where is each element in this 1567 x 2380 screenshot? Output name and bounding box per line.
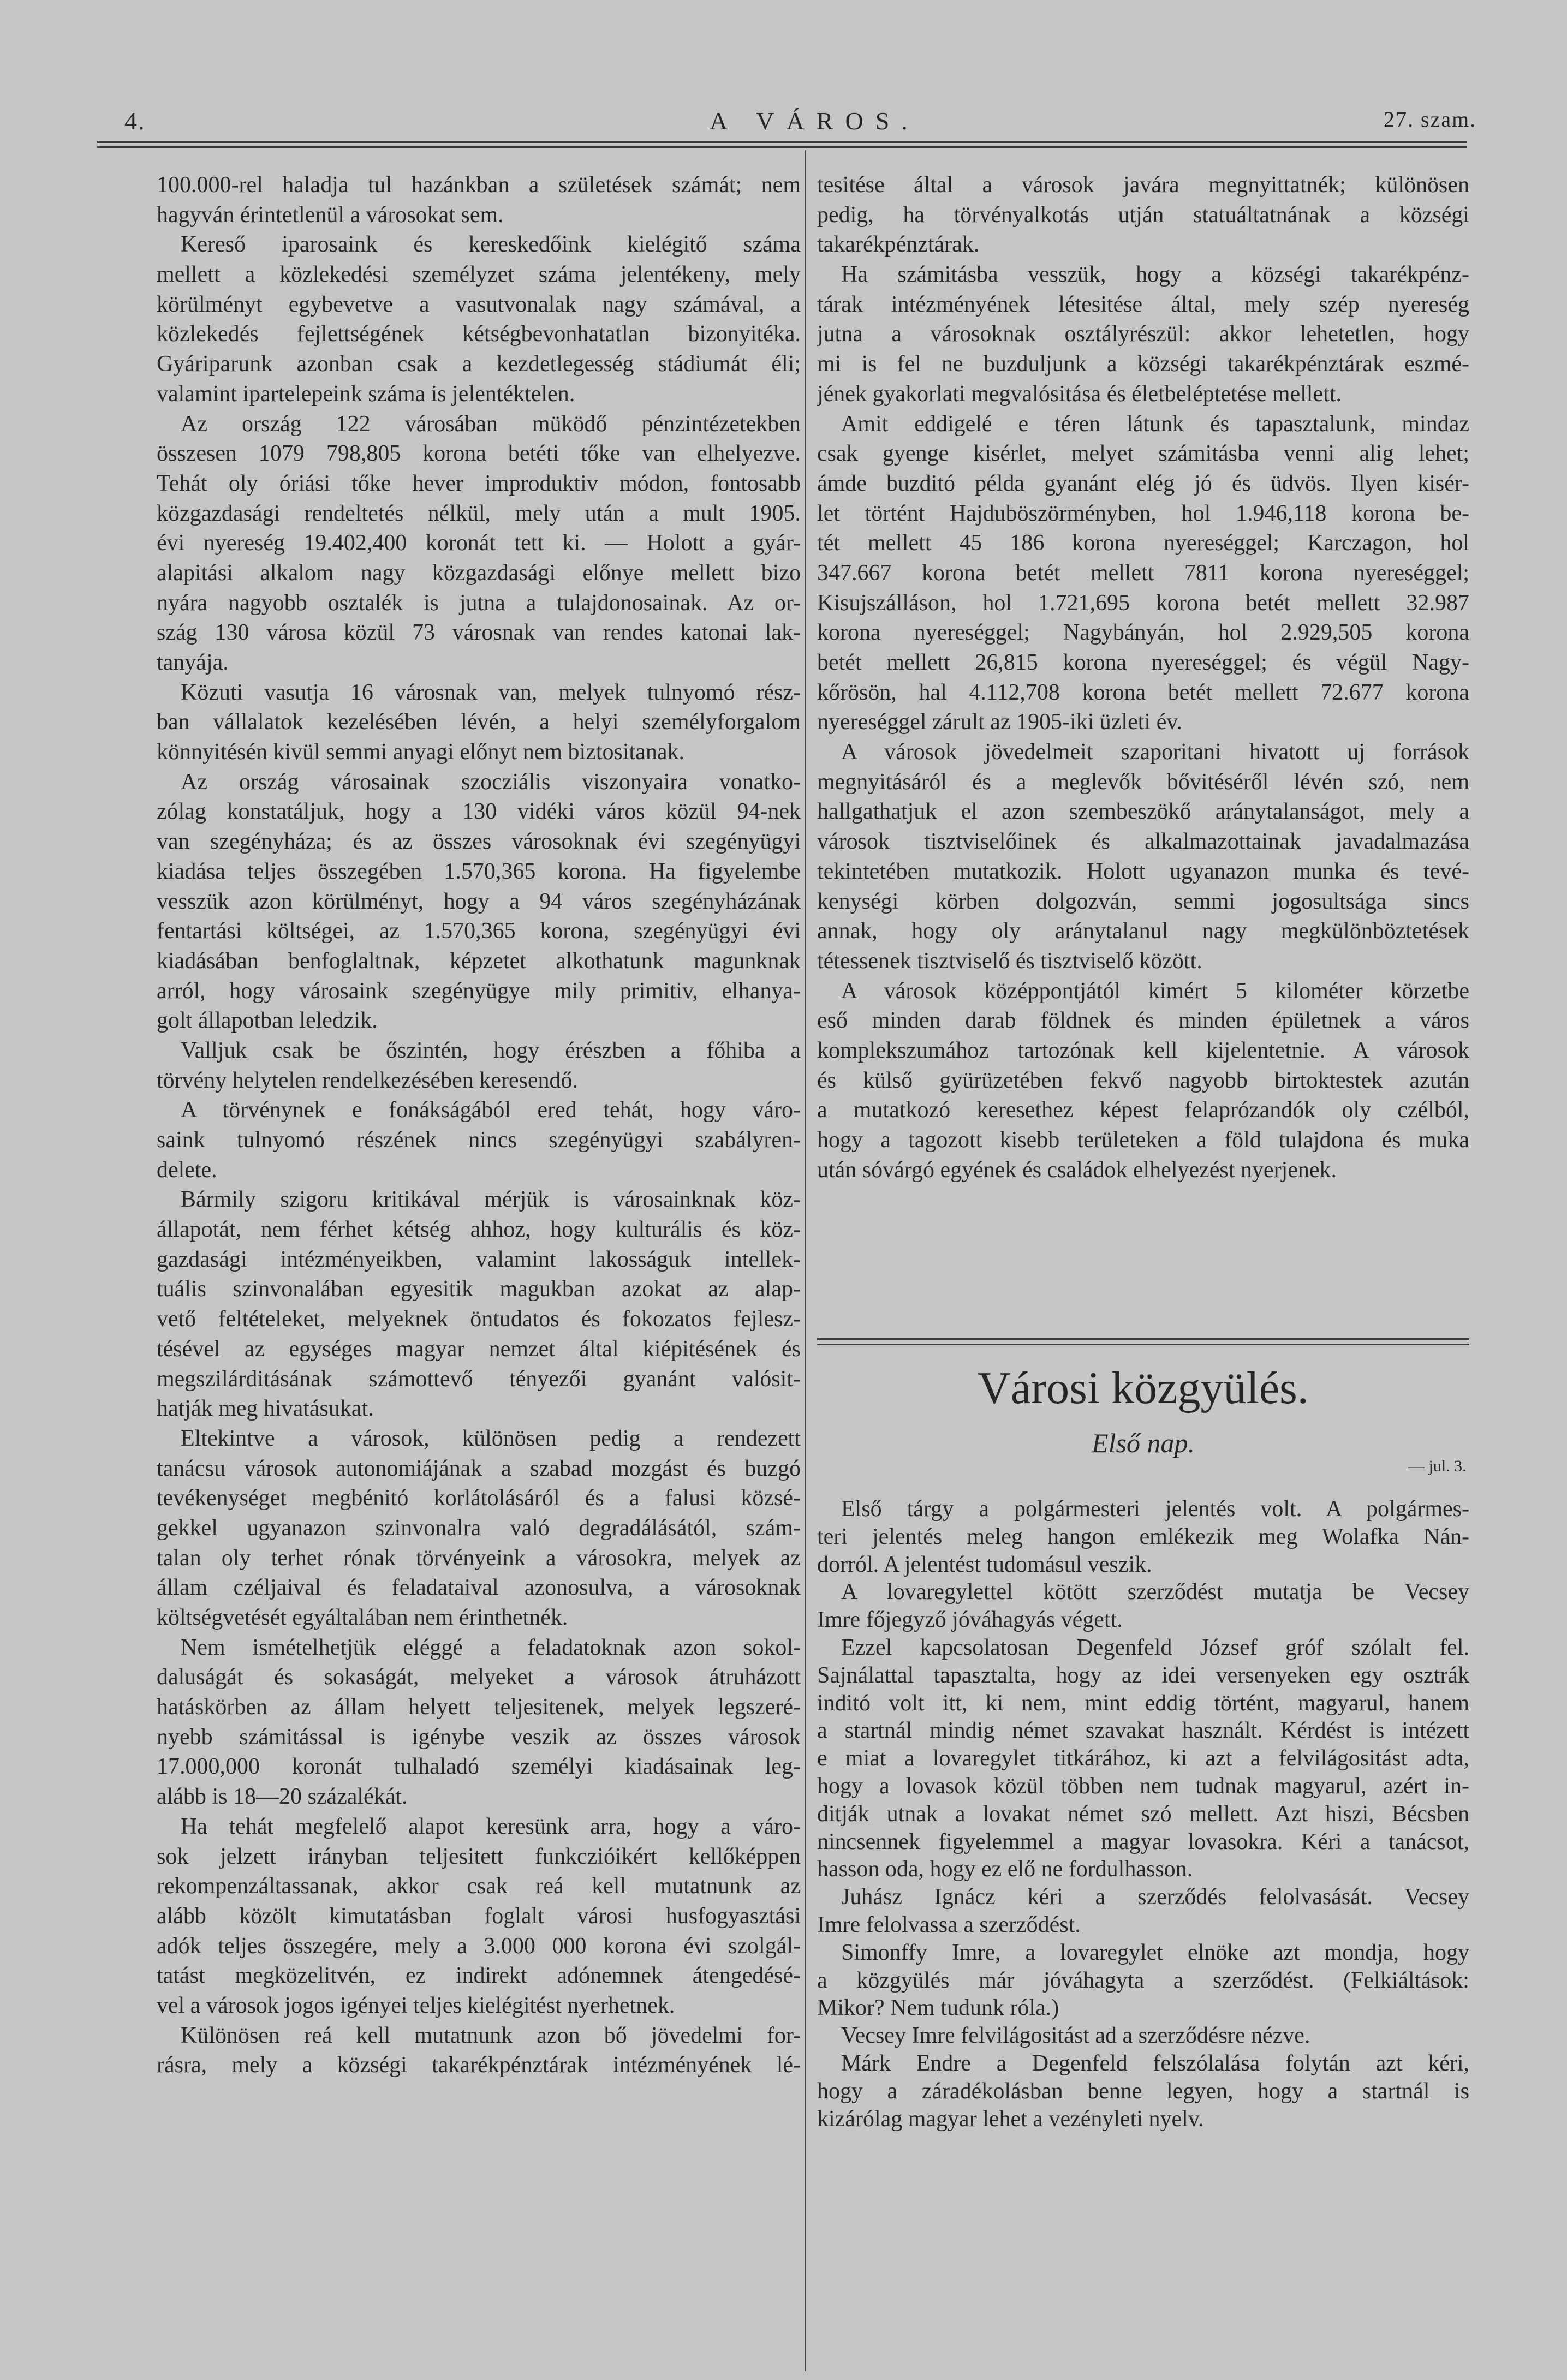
- text-line: komplekszumához tartozónak kell kijelentetnie. A városok: [817, 1037, 1469, 1063]
- text-line: tésével az egységes magyar nemzet által kiépitésének és: [157, 1336, 801, 1362]
- section-rule: [817, 1338, 1469, 1340]
- paragraph: [817, 737, 1469, 976]
- paragraph: [157, 1424, 801, 1633]
- text-line: hallgathatjuk el azon szembeszökő aránytalanságot, mely a: [817, 799, 1469, 825]
- text-line: állapotát, nem férhet kétség ahhoz, hogy kulturális és köz-: [157, 1217, 801, 1243]
- text-line: van szegényháza; és az összes városoknak évi szegényügyi: [157, 829, 801, 855]
- text-line: inditó volt itt, ki nem, mint eddig történt, magyarul, hanem: [817, 1690, 1469, 1716]
- text-line: tevékenységet megbénitó korlátolásáról és a falusi közsé-: [157, 1486, 801, 1511]
- text-line: összesen 1079 798,805 korona betéti tőke van elhelyezve.: [157, 441, 801, 467]
- text-line: tatást megközelitvén, ez indirekt adónemnek átengedésé-: [157, 1963, 801, 1989]
- text-line: mi is fel ne buzduljunk a községi takarékpénztárak eszmé-: [817, 351, 1469, 377]
- text-line: Mikor? Nem tudunk róla.): [817, 1995, 1059, 2021]
- text-line: Eltekintve a városok, különösen pedig a rendezett: [181, 1425, 801, 1451]
- text-line: Az ország 122 városában müködő pénzintézetekben: [181, 411, 801, 437]
- text-line: közlekedés fejlettségének kétségbevonhatatlan bizonyitéka.: [157, 321, 801, 347]
- text-line: gekkel ugyanazon szinvonalra való degradálásától, szám-: [157, 1515, 801, 1541]
- paragraph: [157, 409, 801, 678]
- paragraph: [817, 1634, 1469, 1883]
- text-line: után sóvárgó egyének és családok elhelyezést nyerjenek.: [817, 1157, 1337, 1183]
- header-rule-lower: [97, 146, 1467, 148]
- text-line: rekompenzáltassanak, akkor csak reá kell mutatnunk az: [157, 1874, 801, 1899]
- text-line: Valljuk csak be őszintén, hogy érészben a főhiba a: [181, 1037, 801, 1063]
- text-line: takarékpénztárak.: [817, 232, 980, 258]
- text-line: valamint ipartelepeink száma is jelentéktelen.: [157, 381, 575, 407]
- text-line: gazdasági intézményeikben, valamint lakosságuk intellek-: [157, 1246, 801, 1272]
- text-line: Ha számitásba vesszük, hogy a községi takarékpénz-: [841, 262, 1469, 288]
- text-line: saink tulnyomó részének nincs szegényügyi szabályren-: [157, 1128, 801, 1153]
- text-line: szág 130 városa közül 73 városnak van rendes katonai lak-: [157, 620, 801, 646]
- text-line: Első tárgy a polgármesteri jelentés volt. A polgármes-: [841, 1496, 1469, 1522]
- paragraph: [157, 678, 801, 767]
- text-line: dorról. A jelentést tudomásul veszik.: [817, 1552, 1152, 1577]
- text-line: Imre felolvassa a szerződést.: [817, 1912, 1081, 1937]
- paragraph: [817, 2050, 1469, 2133]
- text-line: A törvénynek e fonákságából ered tehát, hogy váro-: [181, 1097, 801, 1123]
- text-line: könnyitésén kivül semmi anyagi előnyt nem biztositanak.: [157, 739, 684, 765]
- text-line: hatják meg hivatásukat.: [157, 1396, 374, 1422]
- text-line: tuális szinvonalában egyesitik magukban azokat az alap-: [157, 1277, 801, 1302]
- text-line: daluságát és sokaságát, melyeket a városok átruházott: [157, 1665, 801, 1690]
- text-line: pedig, ha törvényalkotás utján statuáltatnának a községi: [817, 202, 1469, 228]
- article-heading: Városi közgyülés.: [978, 1363, 1309, 1413]
- newspaper-title: A VÁROS.: [710, 107, 920, 135]
- text-line: kőrösön, hal 4.112,708 korona betét mellett 72.677 korona: [817, 679, 1469, 705]
- text-line: Bármily szigoru kritikával mérjük is városainknak köz-: [181, 1187, 801, 1213]
- text-line: mellett a közlekedési személyzet száma jelentékeny, mely: [157, 262, 801, 288]
- text-line: törvény helytelen rendelkezésében keresendő.: [157, 1067, 578, 1093]
- issue-number: 27. szam.: [1384, 107, 1477, 132]
- text-line: Amit eddigelé e téren látunk és tapasztalunk, mindaz: [841, 411, 1469, 437]
- paragraph: [817, 1883, 1469, 1939]
- text-line: talan oly terhet rónak törvényeink a városokra, melyek az: [157, 1545, 801, 1571]
- paragraph: [157, 1036, 801, 1095]
- paragraph: [157, 2021, 801, 2080]
- text-line: hogy a tagozott kisebb területeken a föld tulajdona és muka: [817, 1128, 1469, 1153]
- text-line: Kisujszálláson, hol 1.721,695 korona betét mellett 32.987: [817, 590, 1469, 616]
- text-line: tétessenek tisztviselő és tisztviselő között.: [817, 948, 1202, 974]
- header-rule: [97, 141, 1467, 143]
- left-column: [157, 170, 801, 2080]
- text-line: arról, hogy városaink szegényügye mily primitiv, elhanya-: [157, 978, 801, 1004]
- text-line: állam czéljaival és feladataival azonosulva, a városoknak: [157, 1575, 801, 1601]
- paragraph: [157, 767, 801, 1036]
- text-line: évi nyereség 19.402,400 koronát tett ki. — Holott a gyár-: [157, 530, 801, 556]
- text-line: jutna a városoknak osztályrészül: akkor lehetetlen, hogy: [817, 321, 1469, 347]
- paragraph: [817, 2022, 1469, 2050]
- text-line: fentartási költségei, az 1.570,365 korona, szegényügyi évi: [157, 918, 801, 944]
- text-line: Imre főjegyző jóváhagyás végett.: [817, 1607, 1123, 1633]
- paragraph: [817, 1578, 1469, 1634]
- text-line: A városok jövedelmeit szaporitani hivatott uj források: [841, 739, 1469, 765]
- paragraph: [157, 1812, 801, 2021]
- text-line: 17.000,000 koronát tulhaladó személyi kiadásainak leg-: [157, 1754, 801, 1780]
- text-line: teri jelentés meleg hangon emlékezik meg Wolafka Nán-: [817, 1524, 1469, 1549]
- text-line: nincsennek figyelemmel a magyar lovasokra. Kéri a tanácsot,: [817, 1829, 1469, 1854]
- text-line: kizárólag magyar lehet a vezényleti nyelv.: [817, 2106, 1204, 2132]
- text-line: A városok középpontjától kimért 5 kilométer körzetbe: [841, 978, 1469, 1004]
- article-date: — jul. 3.: [1408, 1457, 1467, 1475]
- paragraph: [157, 1185, 801, 1424]
- text-line: tét mellett 45 186 korona nyereséggel; Karczagon, hol: [817, 530, 1469, 556]
- text-line: golt állapotban leledzik.: [157, 1008, 378, 1034]
- article-body: [817, 1495, 1469, 2133]
- text-line: kenységi körben dolgozván, semmi jogosultsága sincs: [817, 888, 1469, 914]
- text-line: közgazdasági rendeltetés nélkül, mely után a mult 1905.: [157, 500, 801, 526]
- text-line: Sajnálattal tapasztalta, hogy az idei versenyeken egy osztrák: [817, 1662, 1469, 1688]
- text-line: zólag konstatáljuk, hogy a 130 vidéki város közül 94-nek: [157, 799, 801, 825]
- text-line: Gyáriparunk azonban csak a kezdetlegesség stádiumát éli;: [157, 351, 801, 377]
- text-line: Nem ismételhetjük eléggé a feladatoknak azon sokol-: [181, 1635, 801, 1660]
- text-line: tanácsu városok autonomiájának a szabad mozgást és buzgó: [157, 1456, 801, 1481]
- text-line: Simonffy Imre, a lovaregylet elnöke azt mondja, hogy: [841, 1940, 1469, 1965]
- paragraph: [817, 260, 1469, 409]
- paragraph: [817, 1495, 1469, 1578]
- text-line: tekintetében mutatkozik. Holott ugyanazon munka és tevé-: [817, 858, 1469, 884]
- text-line: Kereső iparosaink és kereskedőink kielégitő száma: [181, 232, 801, 258]
- text-line: alább is 18—20 százalékát.: [157, 1784, 408, 1810]
- text-line: hatáskörben az állam helyett teljesitenek, melyek legszeré-: [157, 1695, 801, 1720]
- text-line: rásra, mely a községi takarékpénztárak intézményének lé-: [157, 2053, 801, 2078]
- text-line: nyára nagyobb osztalék is jutna a tulajdonosainak. Az or-: [157, 590, 801, 616]
- text-line: korona nyereséggel; Nagybányán, hol 2.929,505 korona: [817, 620, 1469, 646]
- paragraph: [157, 1633, 801, 1812]
- text-line: Közuti vasutja 16 városnak van, melyek tulnyomó rész-: [181, 679, 801, 705]
- paragraph: [817, 409, 1469, 738]
- text-line: vető feltételeket, melyeknek öntudatos és fokozatos fejlesz-: [157, 1307, 801, 1332]
- text-line: Márk Endre a Degenfeld felszólalása folytán azt kéri,: [841, 2050, 1469, 2076]
- text-line: adók teljes összegére, mely a 3.000 000 korona évi szolgál-: [157, 1933, 801, 1959]
- text-line: városok tisztviselőinek és alkalmazottainak javadalmazása: [817, 829, 1469, 855]
- text-line: körülményt egybevetve a vasutvonalak nagy számával, a: [157, 291, 801, 317]
- text-line: Különösen reá kell mutatnunk azon bő jövedelmi for-: [181, 2023, 801, 2048]
- text-line: vesszük azon körülményt, hogy a 94 város szegényházának: [157, 888, 801, 914]
- text-line: a mutatkozó keresethez képest felaprózandók oly czélból,: [817, 1097, 1469, 1123]
- text-line: Juhász Ignácz kéri a szerződés felolvasását. Vecsey: [841, 1884, 1469, 1910]
- right-column: [817, 170, 1469, 1185]
- text-line: a startnál mindig német szavakat használt. Kérdést is intézett: [817, 1718, 1469, 1744]
- text-line: Ha tehát megfelelő alapot keresünk arra, hogy a váro-: [181, 1814, 801, 1839]
- text-line: hogy a lovasok közül többen nem tudnak magyarul, azért in-: [817, 1773, 1469, 1799]
- text-line: ban vállalatok kezelésében lévén, a helyi személyforgalom: [157, 709, 801, 735]
- paragraph: [817, 976, 1469, 1185]
- text-line: megnyitásáról és a meglevők bővitéséről lévén szó, nem: [817, 769, 1469, 795]
- text-line: Ezzel kapcsolatosan Degenfeld József gróf szólalt fel.: [841, 1635, 1469, 1660]
- text-line: tanyája.: [157, 650, 229, 675]
- text-line: kiadásában benfoglaltnak, képzetet alkothatunk magunknak: [157, 948, 801, 974]
- text-line: a közgyülés már jóváhagyta a szerződést. (Felkiáltások:: [817, 1967, 1469, 1993]
- column-divider: [805, 150, 806, 2371]
- text-line: nyebb számitással is igénybe veszik az összes városok: [157, 1724, 801, 1750]
- text-line: A lovaregylettel kötött szerződést mutatja be Vecsey: [841, 1579, 1469, 1605]
- text-line: nyereséggel zárult az 1905-iki üzleti év.: [817, 709, 1182, 735]
- text-line: let történt Hajduböszörményben, hol 1.946,118 korona be-: [817, 500, 1469, 526]
- text-line: jének gyakorlati megvalósitása és életbeléptetése mellett.: [817, 381, 1342, 407]
- text-line: e miat a lovaregylet titkárához, ki azt a felvilágositást adta,: [817, 1746, 1469, 1771]
- text-line: 347.667 korona betét mellett 7811 korona nyereséggel;: [817, 560, 1469, 586]
- text-line: annak, hogy oly aránytalanul nagy megkülönböztetések: [817, 918, 1469, 944]
- paragraph: [157, 230, 801, 409]
- text-line: vel a városok jogos igényei teljes kielégitést nyerhetnek.: [157, 1993, 675, 2018]
- text-line: csak gyenge kisérlet, melyet számitásba venni alig lehet;: [817, 441, 1469, 467]
- text-line: ditják utnak a lovakat német szó mellett. Azt hiszi, Bécsben: [817, 1801, 1469, 1827]
- section-rule-lower: [817, 1344, 1469, 1345]
- text-line: költségvetését egyáltalában nem érinthetnék.: [157, 1605, 568, 1630]
- text-line: hasson oda, hogy ez elő ne fordulhasson.: [817, 1857, 1193, 1882]
- text-line: Vecsey Imre felvilágositást ad a szerződésre nézve.: [841, 2023, 1310, 2049]
- text-line: tárak intézményének létesitése által, mely szép nyereség: [817, 291, 1469, 317]
- article-subheading: Első nap.: [1092, 1428, 1195, 1458]
- paragraph: [817, 170, 1469, 260]
- text-line: és külső gyürüzetében fekvő nagyobb birtoktestek azután: [817, 1067, 1469, 1093]
- paragraph: [157, 1095, 801, 1185]
- paragraph: [157, 170, 801, 230]
- text-line: 100.000-rel haladja tul hazánkban a születések számát; nem: [157, 172, 801, 198]
- text-line: kiadása teljes összegében 1.570,365 korona. Ha figyelembe: [157, 858, 801, 884]
- text-line: hagyván érintetlenül a városokat sem.: [157, 202, 504, 228]
- text-line: eső minden darab földnek és minden épületnek a város: [817, 1008, 1469, 1034]
- text-line: ámde buzditó példa gyanánt elég jó és üdvös. Ilyen kisér-: [817, 470, 1469, 496]
- text-line: Az ország városainak szocziális viszonyaira vonatko-: [181, 769, 801, 795]
- text-line: Tehát oly óriási tőke hever improduktiv módon, fontosabb: [157, 470, 801, 496]
- text-line: alább közölt kimutatásban foglalt városi husfogyasztási: [157, 1903, 801, 1929]
- text-line: alapitási alkalom nagy közgazdasági előnye mellett bizo: [157, 560, 801, 586]
- text-line: tesitése által a városok javára megnyittatnék; különösen: [817, 172, 1469, 198]
- text-line: delete.: [157, 1157, 217, 1183]
- paragraph: [817, 1939, 1469, 2022]
- text-line: hogy a záradékolásban benne legyen, hogy a startnál is: [817, 2078, 1469, 2104]
- page-number: 4.: [124, 107, 146, 135]
- text-line: betét mellett 26,815 korona nyereséggel; és végül Nagy-: [817, 650, 1469, 675]
- text-line: megszilárditásának számottevő tényezői gyanánt valósit-: [157, 1366, 801, 1392]
- text-line: sok jelzett irányban teljesitett funkczióikért kellőképpen: [157, 1844, 801, 1869]
